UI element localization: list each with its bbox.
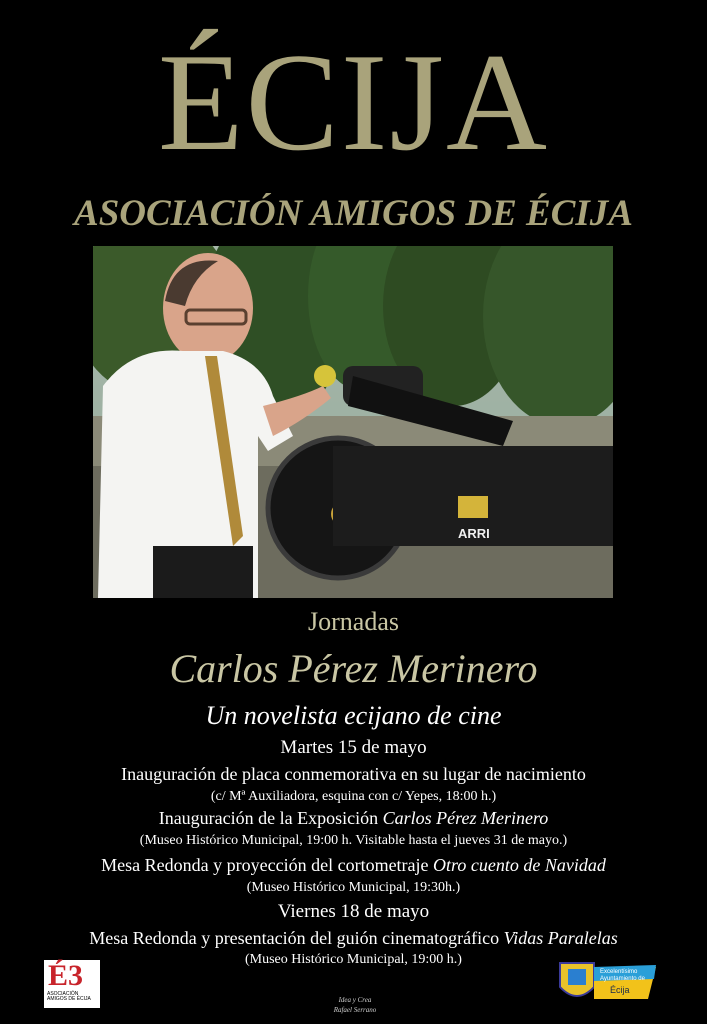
- event-heading: Jornadas: [308, 607, 399, 636]
- event-3-prefix: Mesa Redonda y proyección del cortometraje: [101, 855, 434, 875]
- day-2-date: Viernes 18 de mayo: [277, 901, 430, 922]
- event-2-prefix: Inauguración de la Exposición: [158, 808, 383, 828]
- portrait-photo: [93, 246, 613, 598]
- event-3-detail: (Museo Histórico Municipal, 19:30h.): [246, 880, 461, 895]
- event-2-title: Carlos Pérez Merinero: [382, 808, 549, 828]
- credit-line-2: Rafael Serrano: [333, 1006, 377, 1014]
- event-2-detail: (Museo Histórico Municipal, 19:00 h. Visitable hasta el jueves 31 de mayo.): [139, 833, 568, 848]
- event-4-detail: (Museo Histórico Municipal, 19:00 h.): [245, 952, 462, 967]
- day-1-date: Martes 15 de mayo: [280, 737, 427, 758]
- design-credit: [280, 995, 430, 1015]
- association-logo-text: ASOCIACIÓN AMIGOS DE ÉCIJA: [47, 991, 91, 1002]
- event-1-detail: (c/ Mª Auxiliadora, esquina con c/ Yepes, 18:00 h.): [210, 789, 497, 804]
- event-4-title: Vidas Paralelas: [503, 928, 618, 948]
- poster-subtitle: ASOCIACIÓN AMIGOS DE ÉCIJA: [74, 193, 633, 234]
- poster-title: ÉCIJA: [157, 25, 550, 180]
- event-3: [0, 853, 707, 877]
- event-4-prefix: Mesa Redonda y presentación del guión cinematográfico: [89, 928, 504, 948]
- event-2: [0, 806, 707, 830]
- event-1: Inauguración de placa conmemorativa en su lugar de nacimiento: [121, 764, 586, 784]
- council-label: Excelentísimo Ayuntamiento de: [600, 969, 645, 982]
- council-town: Écija: [610, 985, 630, 995]
- association-logo-mark: É3: [48, 959, 84, 992]
- tagline: Un novelista ecijano de cine: [205, 701, 502, 730]
- credit-line-1: Idea y Crea: [338, 996, 372, 1004]
- camera-brand: ARRI: [458, 526, 490, 541]
- event-4: [0, 926, 707, 950]
- city-council-logo: [558, 957, 658, 1007]
- photo-illustration: [93, 246, 613, 598]
- association-logo: [44, 960, 100, 1008]
- honoree-name: Carlos Pérez Merinero: [169, 646, 538, 691]
- event-3-title: Otro cuento de Navidad: [433, 855, 606, 875]
